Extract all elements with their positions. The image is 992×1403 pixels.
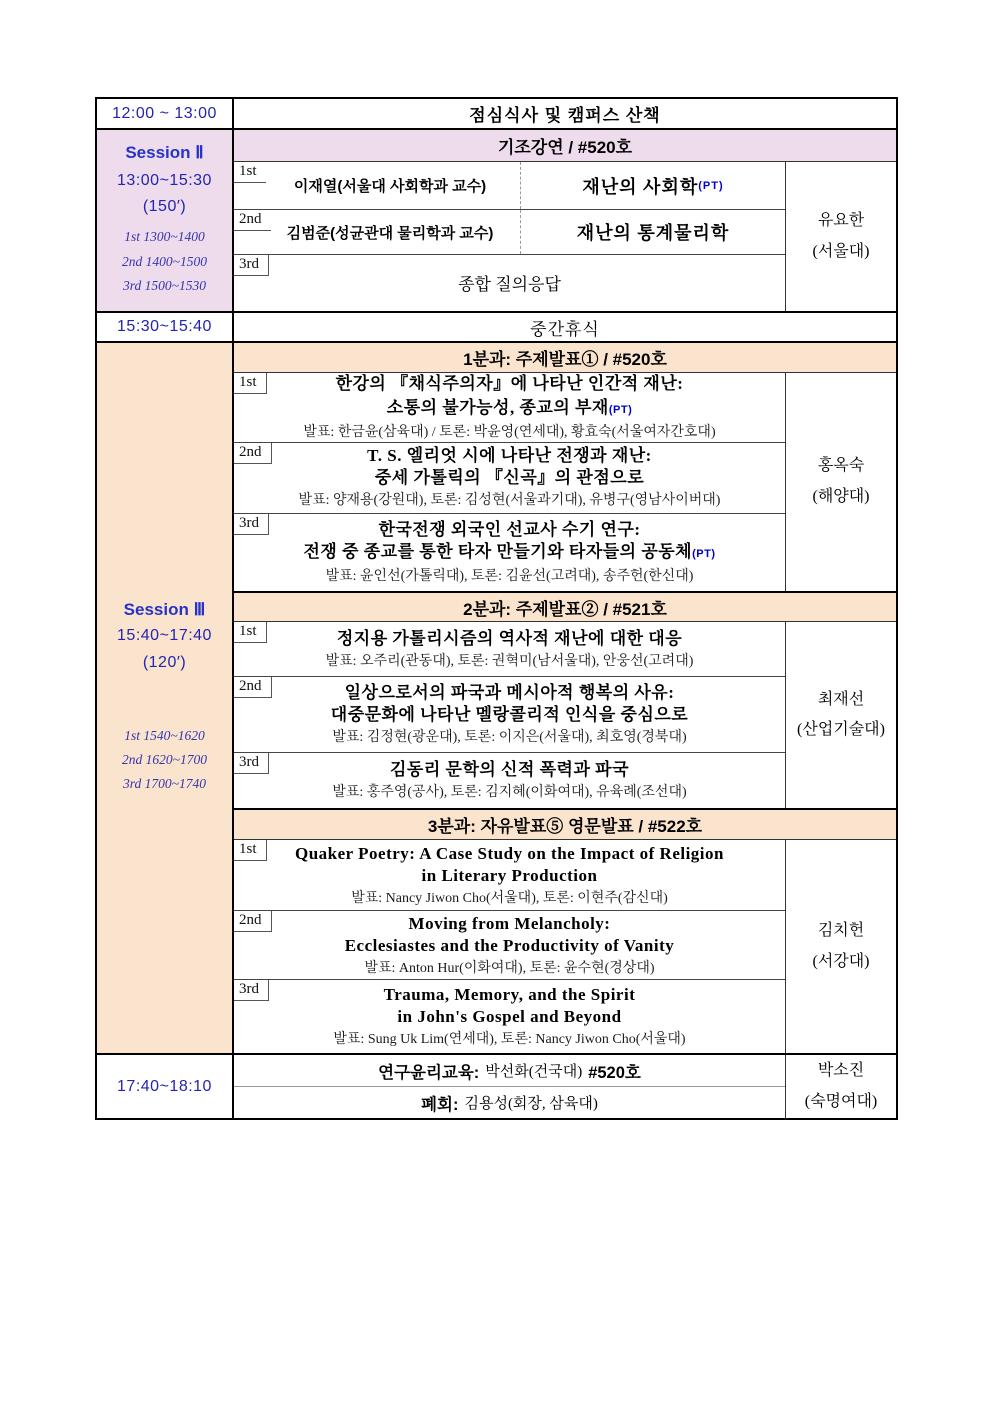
moderator-affiliation: (산업기술대) bbox=[797, 721, 885, 739]
ordinal-badge: 1st bbox=[234, 162, 266, 183]
presentation-row bbox=[234, 677, 785, 753]
moderator-cell bbox=[786, 622, 896, 808]
presentation-row bbox=[234, 753, 785, 808]
pt-marker: (PT) bbox=[692, 547, 716, 560]
presentation-row bbox=[234, 911, 785, 980]
ethics-education-row bbox=[234, 1055, 785, 1087]
ordinal-badge: 2nd bbox=[234, 677, 272, 698]
moderator-cell bbox=[786, 840, 896, 1053]
closing-block bbox=[97, 1053, 896, 1118]
ordinal-badge: 3rd bbox=[234, 255, 269, 276]
session3-block bbox=[97, 341, 896, 1053]
moderator-affiliation: (서울대) bbox=[812, 242, 870, 260]
session3-time: 15:40~17:40 bbox=[117, 626, 212, 644]
presenter-line: 발표: Sung Uk Lim(연세대), 토론: Nancy Jiwon Cho(서울대) bbox=[333, 1032, 686, 1048]
ordinal-badge: 2nd bbox=[234, 443, 272, 464]
keynote-row-2 bbox=[234, 210, 785, 255]
presenter-line: 발표: 김정현(광운대), 토론: 이지은(서울대), 최호영(경북대) bbox=[332, 730, 687, 746]
presentation-title-line: 정지용 가톨리시즘의 역사적 재난에 대한 대응 bbox=[336, 628, 683, 648]
break-row bbox=[97, 311, 896, 341]
presenter-line: 발표: 윤인선(가톨릭대), 토론: 김윤선(고려대), 송주헌(한신대) bbox=[325, 568, 694, 584]
presenter-line: 발표: 오주리(관동대), 토론: 권혁미(남서울대), 안웅선(고려대) bbox=[325, 653, 694, 669]
section3-header: 3분과: 자유발표⑤ 영문발표 / #522호 bbox=[234, 808, 896, 840]
presentation-row bbox=[234, 443, 785, 514]
break-label: 중간휴식 bbox=[530, 319, 600, 339]
keynote-row-3 bbox=[234, 255, 785, 309]
presentation-title-line: 중세 가톨릭의 『신곡』의 관점으로 bbox=[374, 468, 645, 488]
keynote-title: 재난의 통계물리학 bbox=[520, 210, 785, 254]
session2-duration: (150′) bbox=[142, 198, 187, 216]
session2-time-cell bbox=[97, 130, 234, 311]
keynote-row-1 bbox=[234, 162, 785, 210]
presentation-title-line: 김동리 문학의 신적 폭력과 파국 bbox=[390, 760, 629, 780]
moderator-name: 박소진 bbox=[817, 1062, 865, 1080]
closing-ceremony-row bbox=[234, 1087, 785, 1118]
session2-block bbox=[97, 128, 896, 311]
presenter-line: 발표: 한금윤(삼육대) / 토론: 박윤영(연세대), 황효숙(서울여자간호대) bbox=[303, 424, 716, 440]
presentation-title-line: Quaker Poetry: A Case Study on the Impact of Religion bbox=[295, 843, 724, 863]
keynote-speaker: 이재열(서울대 사회학과 교수) bbox=[293, 178, 487, 195]
presentation-title-line: 대중문화에 나타난 멜랑콜리적 인식을 중심으로 bbox=[330, 705, 689, 725]
session3-time-cell bbox=[97, 343, 234, 1053]
presentation-row bbox=[234, 373, 785, 443]
moderator-name: 김치헌 bbox=[817, 922, 865, 940]
ethics-detail: 박선화(건국대) bbox=[485, 1064, 583, 1080]
presentation-title-line: in Literary Production bbox=[421, 865, 598, 885]
presentation-title-line: 한강의 『채식주의자』에 나타난 인간적 재난: bbox=[335, 373, 684, 393]
moderator-cell bbox=[786, 162, 896, 311]
ordinal-badge: 2nd bbox=[234, 911, 272, 932]
moderator-name: 홍옥숙 bbox=[817, 457, 865, 475]
presenter-line: 발표: 양재용(강원대), 토론: 김성현(서울과기대), 유병구(영남사이버대) bbox=[298, 493, 721, 509]
pt-marker: (PT) bbox=[608, 403, 633, 416]
ordinal-badge: 3rd bbox=[234, 980, 269, 1001]
session2-title: Session Ⅱ bbox=[125, 142, 204, 162]
lunch-time: 12:00 ~ 13:00 bbox=[97, 99, 234, 128]
ordinal-badge: 1st bbox=[234, 373, 267, 394]
pt-marker: (PT) bbox=[698, 179, 724, 192]
ethics-room: #520호 bbox=[588, 1063, 641, 1082]
presentation-row bbox=[234, 622, 785, 677]
moderator-cell bbox=[786, 373, 896, 591]
ordinal-badge: 2nd bbox=[234, 210, 271, 231]
conference-schedule-table bbox=[95, 97, 898, 1120]
session2-slot-times: 1st 1300~1400 2nd 1400~1500 3rd 1500~1530 bbox=[122, 229, 207, 293]
presentation-title-line: 한국전쟁 외국인 선교사 수기 연구: bbox=[378, 519, 641, 539]
keynote-speaker: 김범준(성균관대 물리학과 교수) bbox=[286, 224, 494, 242]
presentation-title-line: T. S. 엘리엇 시에 나타난 전쟁과 재난: bbox=[367, 446, 652, 466]
section2-header: 2분과: 주제발표② / #521호 bbox=[234, 591, 896, 623]
presenter-line: 발표: Nancy Jiwon Cho(서울대), 토론: 이현주(감신대) bbox=[351, 890, 668, 906]
session3-title: Session Ⅲ bbox=[123, 599, 206, 619]
closing-label: 폐회: bbox=[421, 1095, 459, 1114]
moderator-affiliation: (해양대) bbox=[812, 487, 870, 505]
presentation-title-line: Moving from Melancholy: bbox=[408, 913, 611, 933]
presenter-line: 발표: Anton Hur(이화여대), 토론: 윤수현(경상대) bbox=[364, 960, 655, 976]
session2-time: 13:00~15:30 bbox=[117, 171, 212, 189]
moderator-affiliation: (서강대) bbox=[812, 952, 870, 970]
keynote-header: 기조강연 / #520호 bbox=[234, 130, 896, 162]
ordinal-badge: 3rd bbox=[234, 514, 269, 535]
moderator-cell bbox=[786, 1055, 896, 1118]
moderator-name: 최재선 bbox=[817, 690, 865, 708]
lunch-row bbox=[97, 99, 896, 128]
moderator-affiliation: (숙명여대) bbox=[804, 1092, 878, 1110]
ordinal-badge: 1st bbox=[234, 840, 267, 861]
presentation-row bbox=[234, 840, 785, 911]
session3-duration: (120′) bbox=[142, 653, 187, 671]
break-time: 15:30~15:40 bbox=[97, 313, 234, 341]
presentation-title-line: 전쟁 중 종교를 통한 타자 만들기와 타자들의 공동체(PT) bbox=[303, 541, 716, 561]
lunch-label: 점심식사 및 캠퍼스 산책 bbox=[469, 106, 661, 125]
presentation-title-line: 소통의 불가능성, 종교의 부재(PT) bbox=[386, 397, 633, 417]
ethics-label: 연구윤리교육: bbox=[378, 1063, 480, 1082]
ordinal-badge: 1st bbox=[234, 622, 267, 643]
closing-time: 17:40~18:10 bbox=[97, 1055, 234, 1118]
presentation-title-line: in John's Gospel and Beyond bbox=[397, 1007, 622, 1027]
ordinal-badge: 3rd bbox=[234, 753, 269, 774]
qa-label: 종합 질의응답 bbox=[458, 274, 561, 294]
presentation-title-line: Trauma, Memory, and the Spirit bbox=[383, 985, 636, 1005]
closing-detail: 김용성(회장, 삼육대) bbox=[464, 1096, 598, 1112]
presentation-title-line: 일상으로서의 파국과 메시아적 행복의 사유: bbox=[344, 683, 675, 703]
presentation-row bbox=[234, 980, 785, 1053]
keynote-title: 재난의 사회학 (PT) bbox=[520, 162, 785, 209]
presenter-line: 발표: 홍주영(공사), 토론: 김지혜(이화여대), 유육례(조선대) bbox=[332, 785, 687, 801]
moderator-name: 유요한 bbox=[817, 212, 865, 230]
presentation-title-line: Ecclesiastes and the Productivity of Vanity bbox=[344, 935, 675, 955]
section1-header: 1분과: 주제발표① / #520호 bbox=[234, 343, 896, 373]
presentation-row bbox=[234, 514, 785, 591]
session3-slot-times: 1st 1540~1620 2nd 1620~1700 3rd 1700~1740 bbox=[122, 727, 207, 792]
